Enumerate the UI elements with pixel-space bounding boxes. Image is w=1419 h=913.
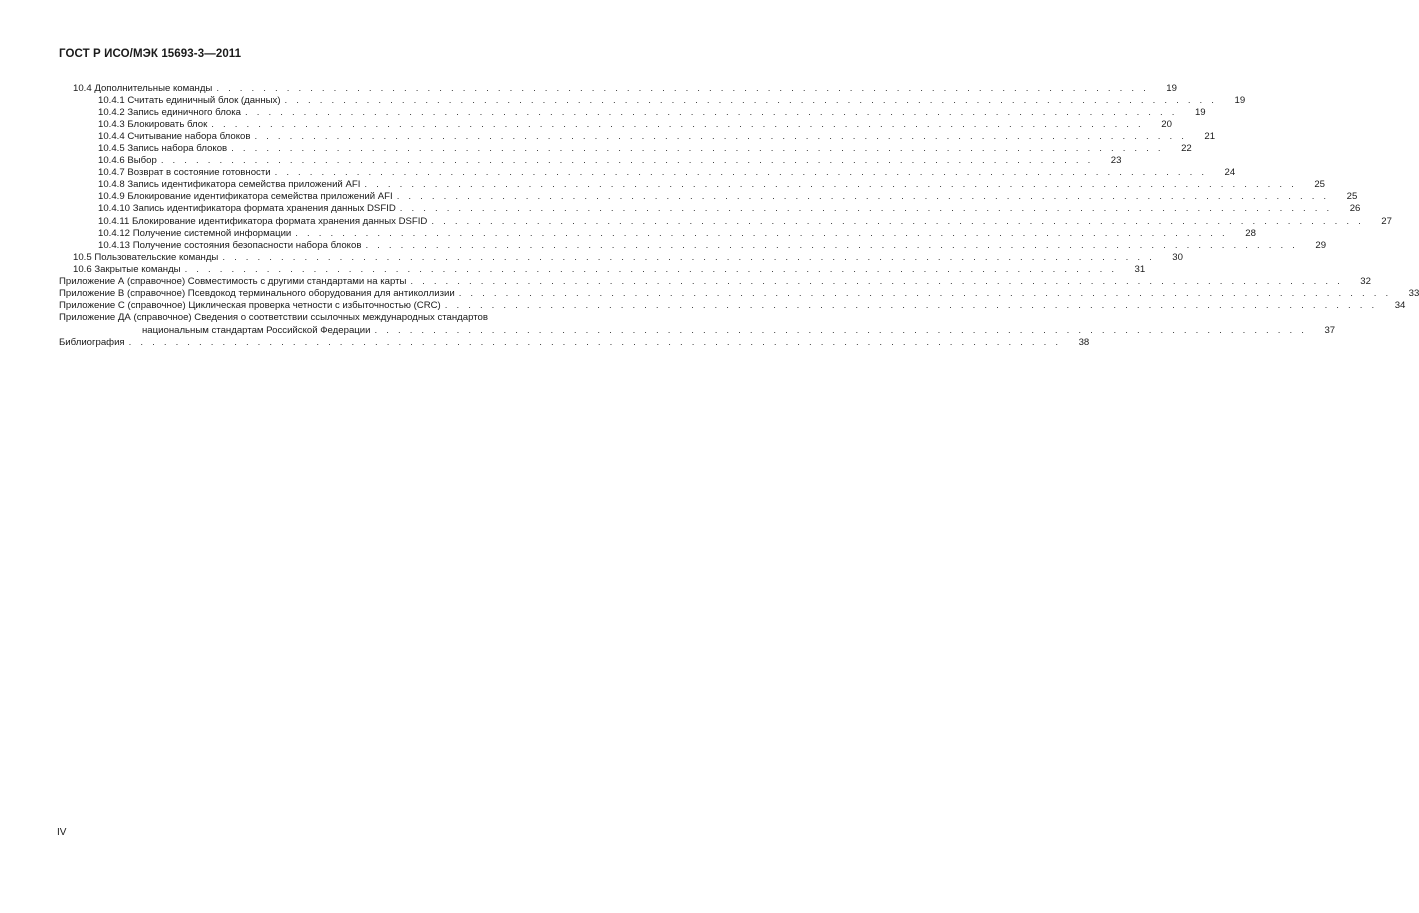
toc-entry bbox=[59, 336, 1090, 349]
page-number: IV bbox=[57, 827, 67, 838]
toc-entry-text bbox=[98, 131, 250, 143]
toc-entry-title: Приложение В (справочное) Псевдокод терминального оборудования для антиколлизии bbox=[59, 288, 455, 300]
toc-entry-text bbox=[59, 276, 406, 288]
toc-entry-title: Блокирование идентификатора семейства приложений AFI bbox=[127, 191, 393, 203]
toc-entry-title: Приложение ДА (справочное) Сведения о соответствии ссылочных международных стандартов bbox=[59, 312, 488, 324]
toc-entry-title: Запись идентификатора семейства приложений AFI bbox=[127, 179, 361, 191]
toc-page-number: 30 bbox=[1172, 251, 1183, 263]
toc-entry-number: 10.4.8 bbox=[98, 179, 125, 191]
toc-entry-title: Библиография bbox=[59, 336, 125, 348]
toc-dot-leader: . . . . . . . . . . . . . . . . . . . . . . . . . . . . . . . . . . . . . . . . . . . . . . . . . . . . . . . . . . . . . . . . . . . . . . . . . . . . . . . . bbox=[396, 191, 1330, 203]
toc-page-number: 27 bbox=[1381, 215, 1392, 227]
toc-entry-number: 10.4.10 bbox=[98, 203, 131, 215]
toc-dot-leader: . . . . . . . . . . . . . . . . . . . . . . . . . . . . . . . . . . . . . . . . . . . . . . . . . . . . . . . . . . . . . . . . . . . . . . . . . . . . . . . . bbox=[274, 167, 1208, 179]
toc-page-number: 38 bbox=[1078, 336, 1090, 348]
toc-entry bbox=[59, 106, 1206, 119]
toc-page-number: 23 bbox=[1110, 155, 1122, 167]
toc-entry-title: Запись единичного блока bbox=[127, 106, 242, 118]
toc-entry-number: 10.4 bbox=[73, 82, 92, 94]
toc-entry-title: Считать единичный блок (данных) bbox=[127, 94, 281, 106]
toc-dot-leader: . . . . . . . . . . . . . . . . . . . . . . . . . . . . . . . . . . . . . . . . . . . . . . . . . . . . . . . . . . . . . . . . . . . . . . . . . . . . . . . . bbox=[431, 215, 1364, 227]
toc-dot-leader: . . . . . . . . . . . . . . . . . . . . . . . . . . . . . . . . . . . . . . . . . . . . . . . . . . . . . . . . . . . . . . . . . . . . . . . . . . . . . . . . bbox=[399, 203, 1333, 215]
toc-entry-text bbox=[142, 325, 371, 337]
toc-entry bbox=[59, 130, 1216, 143]
toc-entry-text bbox=[59, 300, 441, 312]
toc-entry bbox=[59, 142, 1192, 155]
toc-entry bbox=[59, 239, 1327, 252]
table-of-contents bbox=[59, 80, 1419, 349]
toc-entry-number: 10.4.11 bbox=[98, 215, 130, 227]
toc-entry-title: Дополнительные команды bbox=[94, 82, 213, 94]
toc-entry bbox=[59, 179, 1325, 191]
toc-entry-text bbox=[59, 337, 125, 349]
toc-entry-title: Приложение С (справочное) Циклическая проверка четности с избыточностью (CRC) bbox=[59, 300, 441, 312]
toc-entry bbox=[59, 263, 1146, 276]
toc-dot-leader: . . . . . . . . . . . . . . . . . . . . . . . . . . . . . . . . . . . . . . . . . . . . . . . . . . . . . . . . . . . . . . . . . . . . . . . . . . . . . . . . bbox=[254, 130, 1188, 142]
toc-entry-title: Возврат в состояние готовности bbox=[127, 167, 271, 179]
toc-entry-text bbox=[98, 167, 271, 179]
toc-page-number: 34 bbox=[1394, 300, 1406, 312]
toc-entry-number: 10.4.12 bbox=[98, 227, 131, 239]
toc-entry-number: 10.4.3 bbox=[98, 118, 125, 130]
toc-entry-text bbox=[98, 143, 227, 155]
toc-entry-title: Выбор bbox=[127, 155, 157, 167]
toc-dot-leader: . . . . . . . . . . . . . . . . . . . . . . . . . . . . . . . . . . . . . . . . . . . . . . . . . . . . . . . . . . . . . . . . . . . . . . . . . . . . . . . . bbox=[365, 239, 1299, 251]
toc-entry bbox=[59, 276, 1371, 288]
toc-dot-leader: . . . . . . . . . . . . . . . . . . . . . . . . . . . . . . . . . . . . . . . . . . . . . . . . . . . . . . . . . . . . . . . . . . . . . . . . . . . . . . . . bbox=[231, 142, 1164, 154]
toc-entry-title: Закрытые команды bbox=[94, 263, 181, 275]
toc-entry-text bbox=[98, 107, 241, 119]
toc-dot-leader: . . . . . . . . . . . . . . . . . . . . . . . . . . . . . . . . . . . . . . . . . . . . . . . . . . . . . . . . . . . . . . . . . . . . . . . . . . . . . . . . bbox=[374, 324, 1308, 336]
toc-page-number: 24 bbox=[1224, 167, 1236, 179]
toc-entry bbox=[59, 203, 1361, 215]
toc-dot-leader: . . . . . . . . . . . . . . . . . . . . . . . . . . . . . . . . . . . . . . . . . . . . . . . . . . . . . . . . . . . . . . . . . . . . . . . . . . . . . . . . bbox=[128, 336, 1062, 348]
toc-entry-title: Блокировать блок bbox=[127, 118, 208, 130]
toc-entry-number: 10.4.6 bbox=[98, 155, 125, 167]
toc-entry bbox=[59, 288, 1419, 300]
toc-dot-leader: . . . . . . . . . . . . . . . . . . . . . . . . . . . . . . . . . . . . . . . . . . . . . . . . . . . . . . . . . . . . . . . . . . . . . . . . . . . . . . . . bbox=[364, 179, 1297, 191]
toc-page-number: 37 bbox=[1324, 324, 1336, 336]
toc-entry-text bbox=[98, 203, 396, 215]
toc-entry-number: 10.4.1 bbox=[98, 94, 125, 106]
toc-entry bbox=[59, 251, 1183, 264]
toc-page-number: 28 bbox=[1245, 227, 1256, 239]
toc-entry-text bbox=[98, 228, 291, 240]
toc-page-number: 29 bbox=[1315, 239, 1327, 251]
toc-entry-text bbox=[98, 119, 207, 131]
toc-entry bbox=[59, 300, 1406, 312]
toc-entry-text bbox=[73, 83, 212, 95]
toc-dot-leader: . . . . . . . . . . . . . . . . . . . . . . . . . . . . . . . . . . . . . . . . . . . . . . . . . . . . . . . . . . . . . . . . . . . . . . . . . . . . . . . . bbox=[222, 251, 1155, 263]
toc-entry-title: Запись идентификатора формата хранения данных DSFID bbox=[132, 203, 396, 215]
toc-entry bbox=[59, 80, 1177, 95]
toc-dot-leader: . . . . . . . . . . . . . . . . . . . . . . . . . . . . . . . . . . . . . . . . . . . . . . . . . . . . . . . . . . . . . . . . . . . . . . . . . . . . . . . . bbox=[184, 263, 1118, 275]
toc-entry-title: национальным стандартам Российской Федерации bbox=[142, 324, 371, 336]
toc-entry-number: 10.4.7 bbox=[98, 167, 125, 179]
toc-dot-leader: . . . . . . . . . . . . . . . . . . . . . . . . . . . . . . . . . . . . . . . . . . . . . . . . . . . . . . . . . . . . . . . . . . . . . . . . . . . . . . . . bbox=[284, 94, 1218, 106]
toc-entry-text bbox=[98, 216, 427, 228]
toc-dot-leader: . . . . . . . . . . . . . . . . . . . . . . . . . . . . . . . . . . . . . . . . . . . . . . . . . . . . . . . . . . . . . . . . . . . . . . . . . . . . . . . . bbox=[444, 300, 1378, 312]
toc-page-number: 20 bbox=[1161, 118, 1172, 130]
toc-entry-text bbox=[98, 191, 393, 203]
toc-entry bbox=[59, 118, 1172, 131]
toc-dot-leader: . . . . . . . . . . . . . . . . . . . . . . . . . . . . . . . . . . . . . . . . . . . . . . . . . . . . . . . . . . . . . . . . . . . . . . . . . . . . . . . . bbox=[410, 276, 1343, 287]
toc-page-number: 25 bbox=[1346, 191, 1358, 203]
toc-page-number: 26 bbox=[1349, 203, 1361, 215]
toc-entry-number: 10.4.4 bbox=[98, 130, 125, 142]
toc-entry-number: 10.5 bbox=[73, 251, 92, 263]
toc-entry-title: Приложение А (справочное) Совместимость с другими стандартами на карты bbox=[59, 276, 407, 287]
toc-entry bbox=[59, 155, 1122, 167]
toc-entry-text bbox=[59, 312, 488, 324]
toc-entry bbox=[59, 312, 593, 324]
toc-page-number: 32 bbox=[1360, 276, 1371, 287]
toc-entry-number: 10.4.9 bbox=[98, 191, 125, 203]
toc-page-number: 21 bbox=[1204, 130, 1216, 142]
toc-entry-text bbox=[98, 240, 361, 252]
toc-dot-leader: . . . . . . . . . . . . . . . . . . . . . . . . . . . . . . . . . . . . . . . . . . . . . . . . . . . . . . . . . . . . . . . . . . . . . . . . . . . . . . . . bbox=[216, 82, 1149, 94]
toc-dot-leader: . . . . . . . . . . . . . . . . . . . . . . . . . . . . . . . . . . . . . . . . . . . . . . . . . . . . . . . . . . . . . . . . . . . . . . . . . . . . . . . . bbox=[160, 155, 1094, 167]
toc-dot-leader: . . . . . . . . . . . . . . . . . . . . . . . . . . . . . . . . . . . . . . . . . . . . . . . . . . . . . . . . . . . . . . . . . . . . . . . . . . . . . . . . bbox=[295, 227, 1228, 239]
toc-entry bbox=[59, 227, 1256, 240]
toc-entry-text bbox=[73, 252, 218, 264]
toc-entry-number: 10.6 bbox=[73, 263, 92, 275]
toc-page-number: 19 bbox=[1234, 94, 1246, 106]
toc-entry bbox=[59, 167, 1236, 179]
toc-entry-number: 10.4.2 bbox=[98, 106, 125, 118]
toc-entry-title: Получение состояния безопасности набора блоков bbox=[132, 239, 362, 251]
toc-page-number: 19 bbox=[1166, 82, 1177, 94]
toc-entry bbox=[59, 324, 1336, 336]
document-header: ГОСТ Р ИСО/МЭК 15693-3—2011 bbox=[59, 48, 242, 60]
toc-entry-title: Блокирование идентификатора формата хранения данных DSFID bbox=[131, 215, 428, 227]
toc-entry-title: Получение системной информации bbox=[132, 227, 292, 239]
toc-entry-title: Считывание набора блоков bbox=[127, 130, 251, 142]
toc-page-number: 31 bbox=[1134, 263, 1146, 275]
toc-dot-leader: . . . . . . . . . . . . . . . . . . . . . . . . . . . . . . . . . . . . . . . . . . . . . . . . . . . . . . . . . . . . . . . . . . . . . . . . . . . . . . . . bbox=[211, 118, 1144, 130]
toc-entry bbox=[59, 191, 1358, 203]
toc-entry-text bbox=[98, 155, 157, 167]
toc-page-number: 25 bbox=[1314, 179, 1325, 191]
toc-dot-leader: . . . . . . . . . . . . . . . . . . . . . . . . . . . . . . . . . . . . . . . . . . . . . . . . . . . . . . . . . . . . . . . . . . . . . . . . . . . . . . . . bbox=[458, 288, 1392, 300]
toc-entry-text bbox=[98, 179, 360, 191]
toc-page-number: 19 bbox=[1194, 106, 1206, 118]
toc-entry bbox=[59, 215, 1392, 227]
toc-entry-title: Пользовательские команды bbox=[94, 251, 219, 263]
toc-entry-text bbox=[98, 95, 281, 107]
toc-entry bbox=[59, 94, 1246, 107]
toc-entry-title: Запись набора блоков bbox=[127, 142, 228, 154]
toc-entry-text bbox=[73, 264, 181, 276]
toc-entry-number: 10.4.5 bbox=[98, 142, 125, 154]
toc-dot-leader: . . . . . . . . . . . . . . . . . . . . . . . . . . . . . . . . . . . . . . . . . . . . . . . . . . . . . . . . . . . . . . . . . . . . . . . . . . . . . . . . bbox=[245, 106, 1178, 118]
toc-entry-text bbox=[59, 288, 455, 300]
toc-page-number: 33 bbox=[1408, 288, 1419, 300]
toc-page-number: 22 bbox=[1181, 142, 1192, 154]
toc-entry-number: 10.4.13 bbox=[98, 239, 131, 251]
